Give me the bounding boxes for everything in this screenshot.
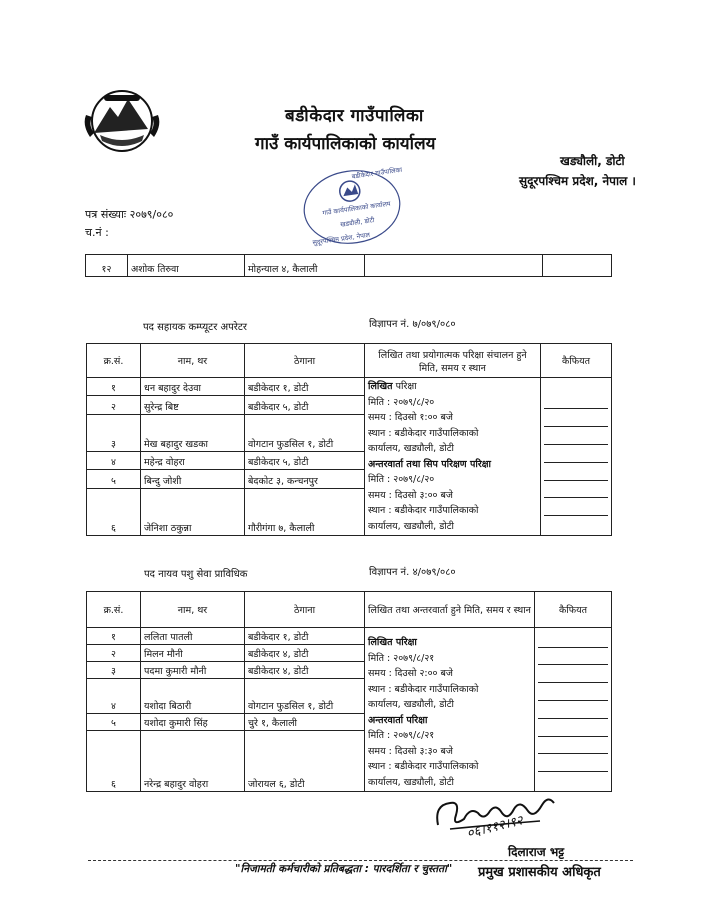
row-name: बिन्दु जोशी [141, 470, 245, 488]
table-row [86, 255, 612, 277]
header-sn: क्र.सं. [87, 344, 141, 378]
interview-venue: स्थान : बडीकेदार गाउँपालिकाको [368, 761, 479, 772]
remarks-column [535, 628, 612, 792]
written-time: समय : दिउसो १:०० बजे [368, 412, 453, 423]
schedule-cell [365, 378, 541, 536]
row-sn: ३ [87, 414, 141, 451]
reference-number: पत्र संख्याः २०७९/०८० [85, 208, 174, 221]
stamp-text-top: बडीकेदार गाउँपालिका [351, 165, 403, 181]
written-exam-heading: लिखित परिक्षा [368, 637, 417, 648]
section2-advert: विज्ञापन नं. ४/०७९/०८० [369, 567, 456, 578]
interview-time: समय : दिउसो ३:०० बजे [368, 489, 453, 501]
row-address: वोगटान फुडसिल १, डोटी [245, 414, 365, 451]
stamp-text-place: खड्यौली, डोटी [339, 216, 376, 229]
row-name: यशोदा बिठारी [141, 679, 245, 714]
interview-heading: अन्तरवार्ता तथा सिप परिक्षण परिक्षा [368, 458, 491, 470]
section2-table [86, 591, 612, 792]
interview-venue: स्थान : बडीकेदार गाउँपालिकाको [368, 505, 479, 516]
row-address: चुरे १, कैलाली [245, 714, 365, 731]
schedule-cell [365, 628, 535, 792]
section1-table [86, 343, 612, 536]
office-stamp [300, 165, 405, 254]
officer-post: प्रमुख प्रशासकीय अधिकृत [478, 865, 601, 880]
header-schedule: लिखित तथा अन्तरवार्ता हुने मिति, समय र स्थान [365, 592, 535, 628]
row-name: अशोक तिरुवा [128, 255, 245, 277]
stamp-text-bottom: सुदूरपश्चिम प्रदेश, नेपाल [312, 230, 371, 247]
officer-name: दिलाराज भट्ट [508, 845, 565, 859]
row-sn: ४ [87, 451, 141, 469]
section1-post: पद सहायक कम्प्यूटर अपरेटर [143, 322, 248, 333]
row-name: यशोदा कुमारी सिंह [141, 714, 245, 731]
written-time: समय : दिउसो २:०० बजे [368, 668, 453, 679]
interview-time: समय : दिउसो ३:३० बजे [368, 745, 453, 757]
header-remarks: कैफियत [535, 592, 612, 628]
row-address: बडीकेदार १, डोटी [245, 628, 365, 645]
footer-divider [88, 860, 633, 861]
org-name: बडीकेदार गाउँपालिका [285, 106, 424, 126]
row-address: जोरायल ६, डोटी [245, 731, 365, 792]
row-address: बडीकेदार ४, डोटी [245, 662, 365, 679]
signature-date: ०६।११२।१२ [465, 813, 525, 842]
written-exam-heading-suffix: परिक्षा [392, 381, 417, 392]
table-row [87, 378, 612, 396]
written-venue: स्थान : बडीकेदार गाउँपालिकाको [368, 683, 479, 695]
table-header-row [87, 592, 612, 628]
dispatch-number: च.नं : [85, 226, 109, 239]
interview-venue-cont: कार्यालय, खड्यौली, डोटी [368, 776, 455, 788]
stamp-text-mid: गाउँ कार्यपालिकाको कार्यालय [322, 199, 392, 218]
row-address: बडीकेदार ४, डोटी [245, 645, 365, 662]
table-header-row [87, 344, 612, 378]
row-remarks [543, 255, 612, 277]
row-address: गौरीगंगा ७, कैलाली [245, 488, 365, 535]
header-name: नाम, थर [141, 592, 245, 628]
footer-motto: "निजामती कर्मचारीको प्रतिबद्धता : पारदर्शिता र चुस्तता" [235, 863, 453, 875]
row-sn: २ [87, 645, 141, 662]
section1-advert: विज्ञापन नं. ७/०७९/०८० [369, 319, 456, 330]
row-name: पदमा कुमारी मौनी [141, 662, 245, 679]
header-sn: क्र.सं. [87, 592, 141, 628]
row-address: बडीकेदार १, डोटी [245, 378, 365, 396]
row-name: मेख बहादुर खडका [141, 414, 245, 451]
interview-date: मिति : २०७९/८/२० [368, 474, 435, 485]
written-venue-cont: कार्यालय, खड्यौली, डोटी [368, 699, 455, 710]
row-sn: १ [87, 628, 141, 645]
row-name: मिलन मौनी [141, 645, 245, 662]
header-address: ठेगाना [245, 592, 365, 628]
address-line2: सुदूरपश्चिम प्रदेश, नेपाल । [519, 174, 636, 188]
header-schedule: लिखित तथा प्रयोगात्मक परिक्षा संचालन हुने मिति, समय र स्थान [365, 344, 541, 378]
row-address: बडीकेदार ५, डोटी [245, 451, 365, 469]
row-sn: ६ [87, 488, 141, 535]
row-sn: ३ [87, 662, 141, 679]
written-date: मिति : २०७९/८/२१ [368, 652, 435, 664]
row-name: जेनिशा ठकुन्ना [141, 488, 245, 535]
row-address: मोहन्याल ४, कैलाली [245, 255, 365, 277]
row-address: बडीकेदार ५, डोटी [245, 396, 365, 414]
header-name: नाम, थर [141, 344, 245, 378]
row-sn: २ [87, 396, 141, 414]
row-address: बेदकोट ३, कन्चनपुर [245, 470, 365, 488]
row-sn: ५ [87, 714, 141, 731]
written-venue-cont: कार्यालय, खड्यौली, डोटी [368, 443, 455, 454]
address-line1: खड्यौली, डोटी [560, 154, 625, 168]
row-sn: ६ [87, 731, 141, 792]
header-remarks: कैफियत [541, 344, 612, 378]
row-name: सुरेन्द्र बिष्ट [141, 396, 245, 414]
row-schedule [365, 255, 543, 277]
written-venue: स्थान : बडीकेदार गाउँपालिकाको [368, 427, 479, 439]
interview-date: मिति : २०७९/८/२१ [368, 730, 435, 741]
interview-venue-cont: कार्यालय, खड्यौली, डोटी [368, 520, 455, 532]
municipality-logo [82, 85, 162, 161]
written-date: मिति : २०७९/८/२० [368, 396, 435, 408]
row-name: ललिता पातली [141, 628, 245, 645]
interview-heading: अन्तरवार्ता परिक्षा [368, 714, 428, 726]
row-sn: १२ [86, 255, 128, 277]
section2-post: पद नायव पशु सेवा प्राविधिक [144, 569, 248, 580]
remarks-column [541, 378, 612, 536]
continuation-table [85, 254, 612, 277]
row-name: महेन्द्र वोहरा [141, 451, 245, 469]
row-name: नरेन्द्र बहादुर वोहरा [141, 731, 245, 792]
row-address: वोगटान फुडसिल १, डोटी [245, 679, 365, 714]
row-sn: ४ [87, 679, 141, 714]
written-exam-heading: लिखित [368, 381, 393, 392]
table-row [87, 628, 612, 645]
header-address: ठेगाना [245, 344, 365, 378]
row-sn: ५ [87, 470, 141, 488]
row-sn: १ [87, 378, 141, 396]
office-name: गाउँ कार्यपालिकाको कार्यालय [255, 134, 436, 154]
row-name: धन बहादुर देउवा [141, 378, 245, 396]
